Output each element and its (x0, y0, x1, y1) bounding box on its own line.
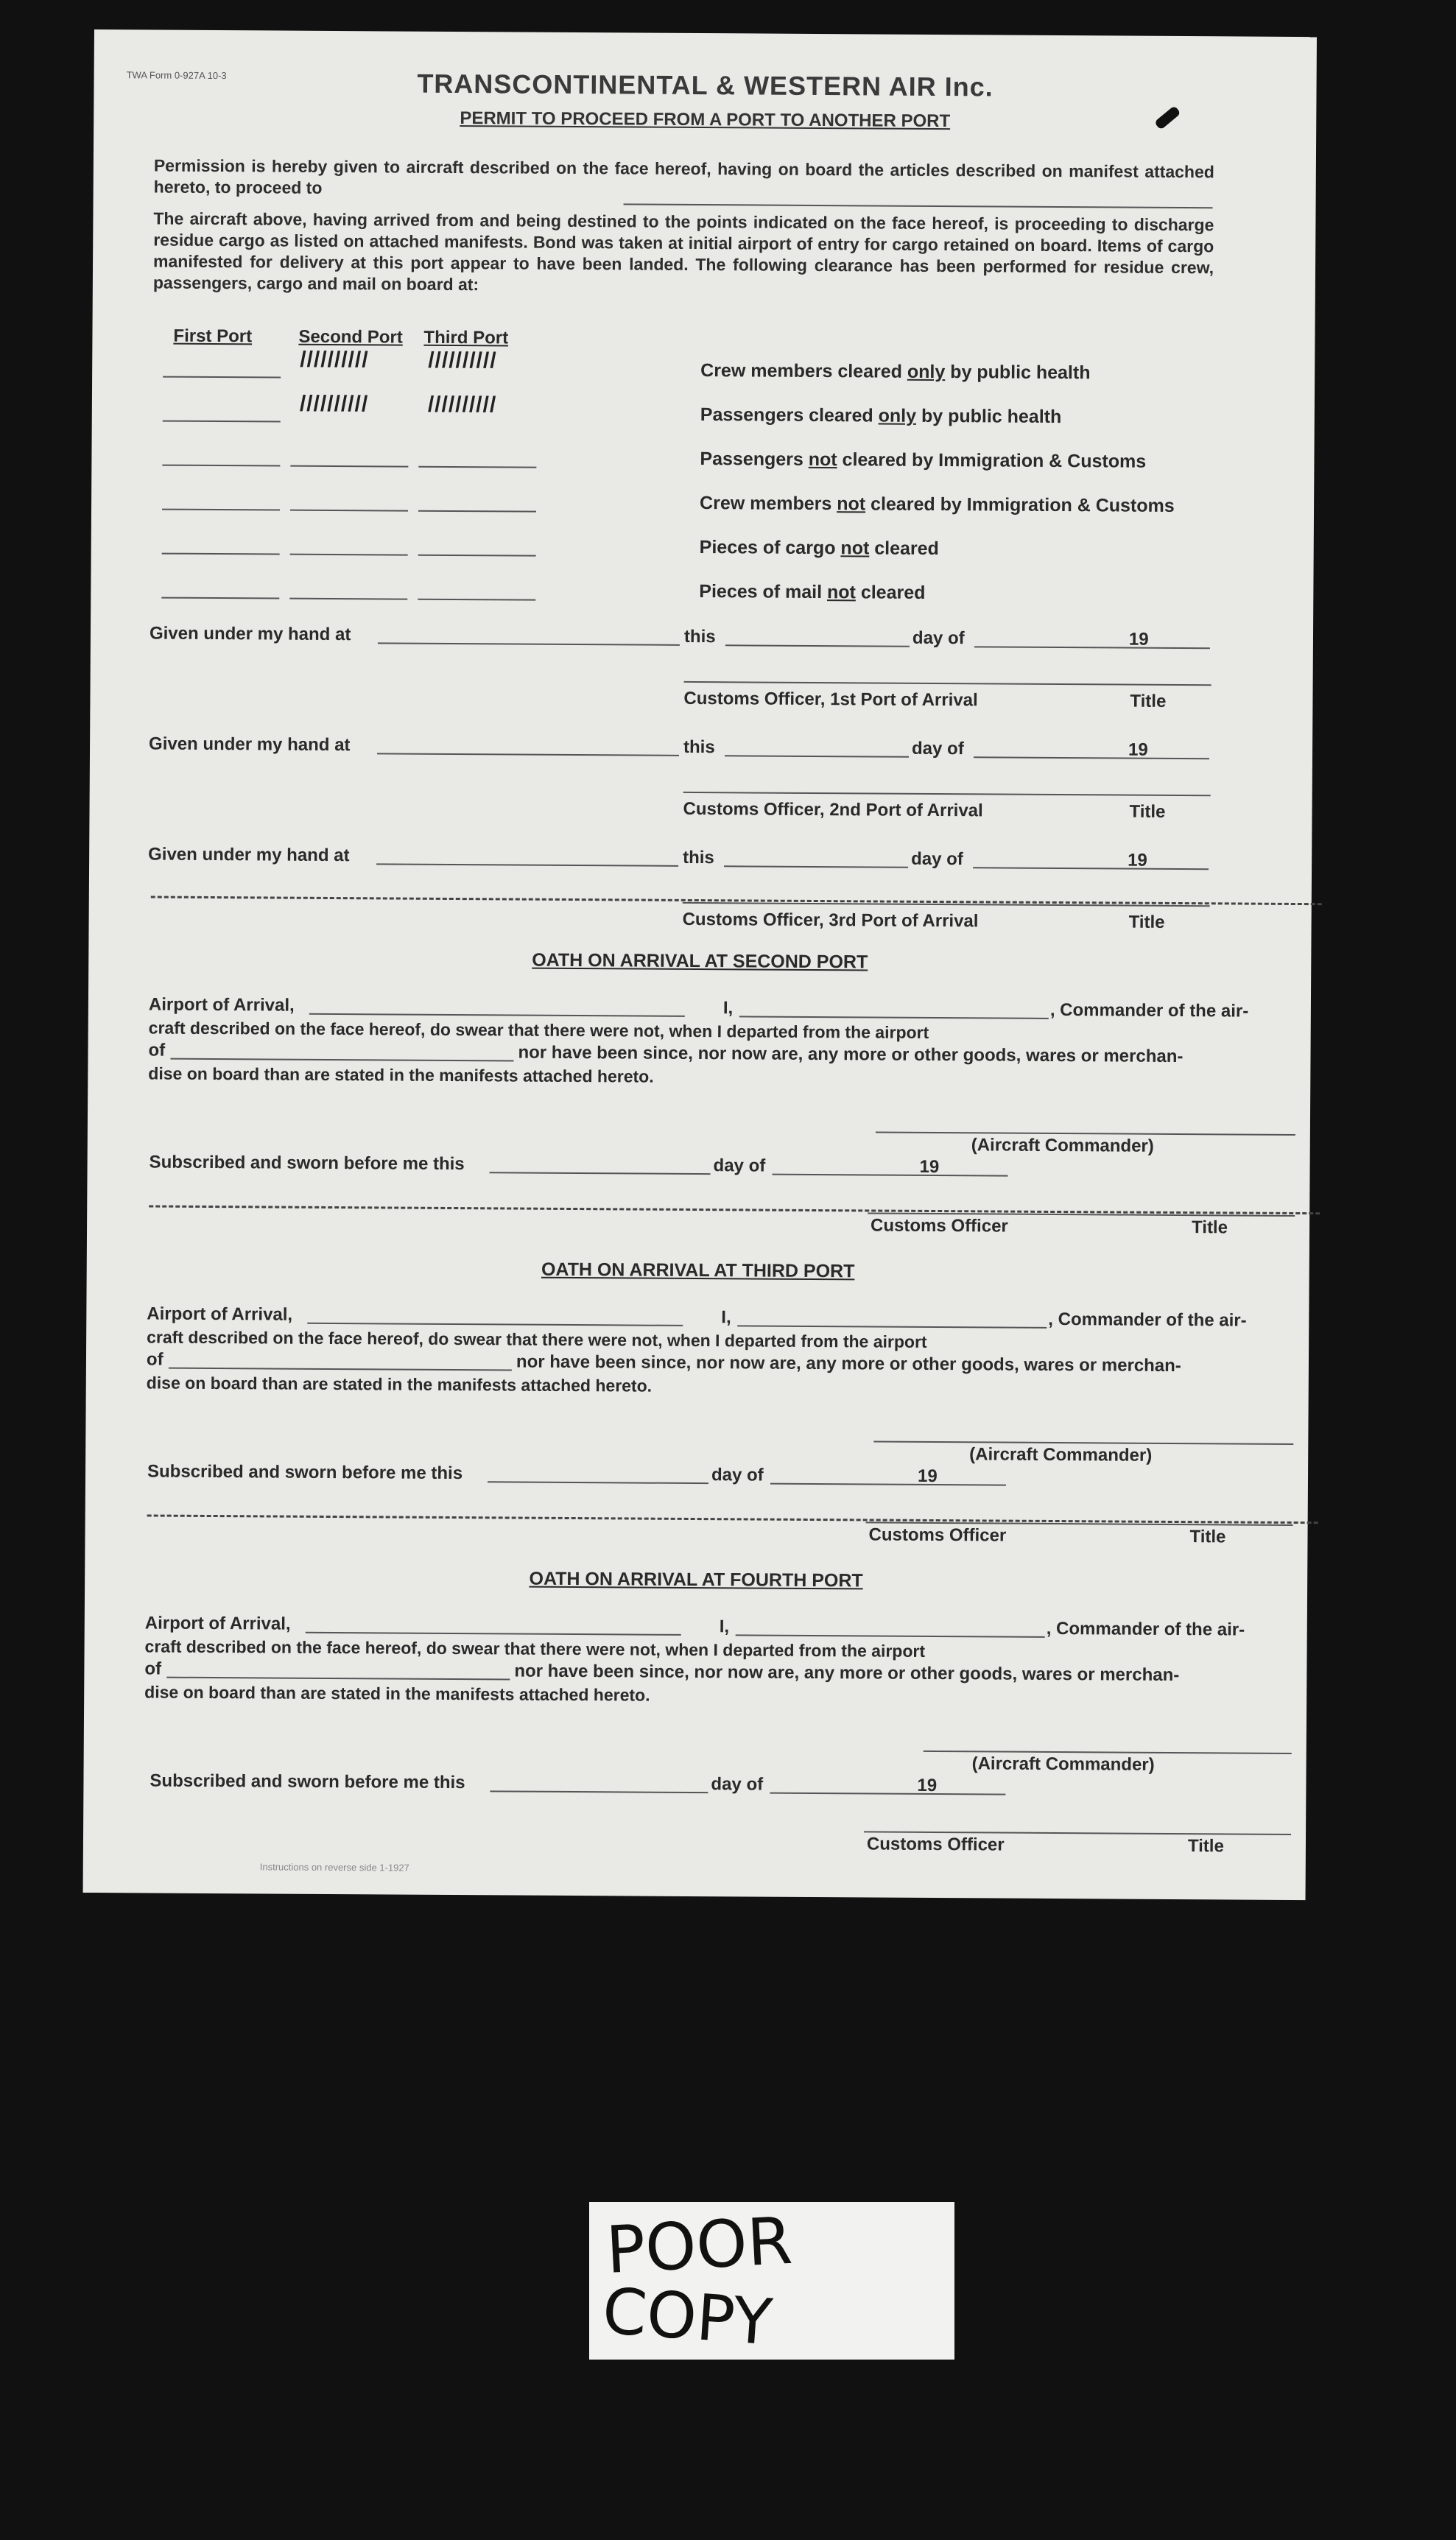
col-first-port: First Port (173, 326, 253, 347)
subscribed-sworn-label: Subscribed and sworn before me this (149, 1152, 465, 1175)
day-line (973, 867, 1209, 870)
signature-line-1 (684, 681, 1211, 686)
commander-label: , Commander of the air- (1049, 999, 1249, 1021)
year-label: 19 (917, 1466, 938, 1487)
permit-form-sheet (83, 29, 1317, 1900)
title-label: Title (1130, 691, 1167, 711)
section-divider (149, 1205, 1320, 1214)
form-title: PERMIT TO PROCEED FROM A PORT TO ANOTHER PORT (460, 108, 951, 132)
row-crew-cleared-health: Crew members cleared only by public health (700, 360, 1091, 384)
third-port-slashes: ////////// (428, 348, 497, 373)
intro-paragraph-2: The aircraft above, having arrived from and being destined to the points indicated on the face hereof, is proceeding to discharge residue cargo as listed on attached manifests. Bond was taken at initial airport of entry for cargo retained on board. Items of cargo manifested for delivery at this port appear to have been landed. The following clearance has been performed for residue crew, passengers, cargo and mail on board at: (152, 208, 1214, 295)
customs-officer-label: Customs Officer (868, 1524, 1007, 1546)
form-number: TWA Form 0-927A 10-3 (126, 69, 227, 82)
oath-second-port-title: OATH ON ARRIVAL AT SECOND PORT (532, 949, 868, 973)
sworn-date-line (490, 1790, 708, 1793)
title-label: Title (1128, 912, 1165, 932)
airport-line (307, 1323, 683, 1326)
row-crew-not-cleared: Crew members not cleared by Immigration & Customs (700, 493, 1175, 516)
day-line (974, 756, 1209, 759)
of-label: of (144, 1658, 162, 1679)
first-port-field (162, 465, 280, 467)
i-label: I, (719, 1616, 730, 1637)
col-second-port: Second Port (298, 326, 403, 348)
second-port-field (290, 510, 408, 512)
commander-label: , Commander of the air- (1046, 1618, 1245, 1640)
day-of-label: day of (911, 848, 963, 870)
departure-airport-line (170, 1058, 513, 1062)
subscribed-sworn-label: Subscribed and sworn before me this (150, 1770, 465, 1793)
aircraft-commander-label: (Aircraft Commander) (969, 1444, 1153, 1466)
airport-of-arrival-label: Airport of Arrival, (144, 1613, 291, 1634)
oath-line-4: dise on board than are stated in the manifests attached hereto. (146, 1373, 653, 1396)
title-label: Title (1129, 801, 1166, 822)
sworn-date-line (490, 1172, 711, 1175)
of-label: of (146, 1349, 163, 1370)
this-label: this (683, 736, 715, 758)
officer-2nd-port: Customs Officer, 2nd Port of Arrival (683, 798, 983, 821)
place-line (377, 753, 679, 756)
oath-third-port-title: OATH ON ARRIVAL AT THIRD PORT (541, 1259, 855, 1282)
second-port-slashes: ////////// (300, 347, 369, 373)
officer-1st-port: Customs Officer, 1st Port of Arrival (683, 688, 978, 711)
second-port-field (290, 465, 408, 468)
year-label: 19 (1128, 629, 1149, 650)
oath-line-2: craft described on the face hereof, do swear that there were not, when I departed from the airport (148, 1018, 929, 1042)
svg-text:POOR: POOR (604, 2202, 795, 2288)
row-cargo-not-cleared: Pieces of cargo not cleared (699, 537, 939, 560)
i-label: I, (721, 1307, 731, 1328)
airport-of-arrival-label: Airport of Arrival, (147, 1304, 293, 1325)
subscribed-sworn-label: Subscribed and sworn before me this (147, 1461, 463, 1484)
customs-officer-label: Customs Officer (866, 1834, 1005, 1855)
this-label: this (683, 626, 716, 647)
year-label: 19 (919, 1156, 940, 1178)
oath-line-2: craft described on the face hereof, do swear that there were not, when I departed from the airport (144, 1636, 926, 1661)
aircraft-commander-label: (Aircraft Commander) (971, 1135, 1154, 1156)
first-port-field (163, 376, 281, 379)
footer-note: Instructions on reverse side 1-1927 (259, 1861, 409, 1874)
place-line (376, 863, 678, 867)
officer-3rd-port: Customs Officer, 3rd Port of Arrival (682, 909, 979, 932)
row-mail-not-cleared: Pieces of mail not cleared (699, 581, 926, 603)
commander-signature-line (873, 1441, 1293, 1445)
commander-name-line (736, 1634, 1045, 1638)
day-line (770, 1793, 1005, 1795)
oath-line-4: dise on board than are stated in the manifests attached hereto. (148, 1063, 654, 1086)
poor-copy-stamp (589, 2202, 954, 2360)
title-label: Title (1189, 1527, 1226, 1547)
col-third-port: Third Port (423, 327, 509, 348)
day-of-label: day of (713, 1155, 766, 1176)
first-port-field (163, 421, 281, 423)
third-port-field (418, 599, 535, 601)
i-label: I, (722, 998, 734, 1019)
title-label: Title (1187, 1836, 1224, 1857)
airport-of-arrival-label: Airport of Arrival, (148, 994, 295, 1016)
aircraft-commander-label: (Aircraft Commander) (971, 1753, 1155, 1775)
intro-paragraph-1: Permission is hereby given to aircraft described on the face hereof, having on board the articles described on manifest attached hereto, to proceed to (153, 155, 1214, 197)
this-line (725, 644, 910, 647)
title-label: Title (1192, 1217, 1228, 1238)
first-port-field (162, 553, 280, 555)
section-divider (147, 1514, 1318, 1524)
year-label: 19 (1128, 739, 1148, 760)
second-port-field (289, 598, 407, 600)
oath-line-3: nor have been since, nor now are, any more or other goods, wares or merchan- (514, 1661, 1180, 1686)
this-line (725, 755, 909, 758)
day-of-label: day of (711, 1465, 764, 1485)
given-under-hand-2: Given under my hand at (148, 733, 351, 756)
third-port-field (418, 466, 536, 468)
second-port-slashes: ////////// (299, 391, 369, 417)
company-name: TRANSCONTINENTAL & WESTERN AIR Inc. (417, 68, 993, 102)
given-under-hand-1: Given under my hand at (149, 623, 351, 645)
of-label: of (148, 1040, 166, 1060)
day-of-label: day of (912, 627, 965, 649)
this-line (724, 865, 908, 868)
departure-airport-line (169, 1368, 512, 1371)
second-port-field (290, 554, 408, 556)
signature-line-2 (683, 792, 1211, 796)
this-label: this (683, 847, 714, 868)
third-port-field (418, 510, 536, 513)
day-line (770, 1483, 1006, 1486)
oath-fourth-port-title: OATH ON ARRIVAL AT FOURTH PORT (529, 1568, 863, 1591)
commander-name-line (737, 1325, 1047, 1329)
sworn-date-line (488, 1481, 708, 1484)
third-port-field (418, 555, 536, 557)
row-passengers-cleared-health: Passengers cleared only by public health (700, 404, 1062, 428)
first-port-field (161, 597, 279, 599)
row-passengers-not-cleared: Passengers not cleared by Immigration & Customs (700, 448, 1147, 472)
oath-line-2: craft described on the face hereof, do swear that there were not, when I departed from the airport (147, 1327, 927, 1351)
commander-signature-line (876, 1132, 1295, 1136)
year-label: 19 (917, 1775, 938, 1796)
given-under-hand-3: Given under my hand at (148, 844, 350, 866)
proceed-to-line (624, 203, 1213, 208)
airport-line (309, 1013, 685, 1017)
first-port-field (162, 509, 280, 511)
third-port-slashes: ////////// (427, 392, 497, 418)
customs-officer-label: Customs Officer (871, 1215, 1008, 1236)
oath-line-4: dise on board than are stated in the manifests attached hereto. (144, 1682, 650, 1705)
day-of-label: day of (711, 1774, 764, 1795)
day-line (773, 1174, 1008, 1177)
poor-copy-handwriting (589, 2202, 954, 2360)
day-of-label: day of (911, 738, 964, 759)
oath-line-3: nor have been since, nor now are, any more or other goods, wares or merchan- (518, 1042, 1184, 1067)
year-label: 19 (1128, 850, 1147, 870)
day-line (974, 646, 1210, 649)
svg-text:COPY: COPY (599, 2274, 775, 2360)
commander-label: , Commander of the air- (1048, 1309, 1247, 1331)
oath-line-3: nor have been since, nor now are, any more or other goods, wares or merchan- (516, 1351, 1181, 1376)
place-line (378, 642, 680, 646)
airport-line (306, 1632, 681, 1636)
departure-airport-line (166, 1677, 510, 1681)
commander-name-line (739, 1016, 1049, 1019)
